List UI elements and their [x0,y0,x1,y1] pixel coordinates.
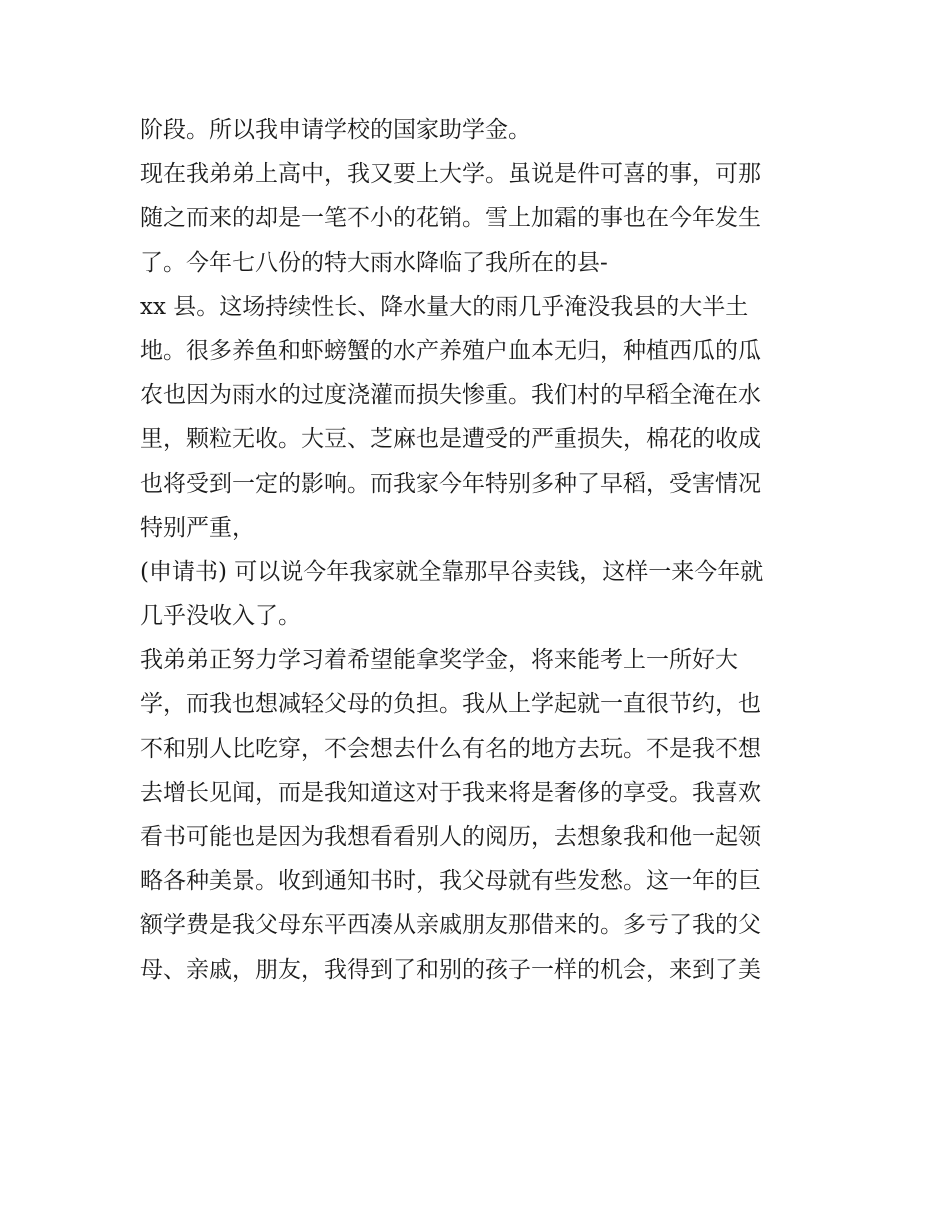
text-line: 特别严重， [140,514,255,541]
text-line: 地。很多养鱼和虾螃蟹的水产养殖户血本无归，种植西瓜的瓜 [140,337,761,364]
text-line: 随之而来的却是一笔不小的花销。雪上加霜的事也在今年发生 [140,205,761,232]
text-line: 学，而我也想减轻父母的负担。我从上学起就一直很节约，也 [140,691,761,718]
text-line: 阶段。所以我申请学校的国家助学金。 [140,117,531,143]
text-line: 不和别人比吃穿，不会想去什么有名的地方去玩。不是我不想 [140,735,761,762]
text-line: 里，颗粒无收。大豆、芝麻也是遭受的严重损失，棉花的收成 [140,426,761,453]
text-line: 额学费是我父母东平西凑从亲戚朋友那借来的。多亏了我的父 [140,912,761,939]
text-line: 现在我弟弟上高中，我又要上大学。虽说是件可喜的事，可那 [140,161,761,188]
text-line: 我弟弟正努力学习着希望能拿奖学金，将来能考上一所好大 [140,647,738,674]
text-line: 了。今年七八份的特大雨水降临了我所在的县- [140,249,608,276]
text-line: 也将受到一定的影响。而我家今年特别多种了早稻，受害情况 [140,470,761,497]
text-line: 农也因为雨水的过度浇灌而损失惨重。我们村的早稻全淹在水 [140,382,761,409]
text-line: xx 县。这场持续性长、降水量大的雨几乎淹没我县的大半土 [140,293,749,320]
text-line: (申请书) 可以说今年我家就全靠那早谷卖钱，这样一来今年就 [140,558,764,585]
text-line: 略各种美景。收到通知书时，我父母就有些发愁。这一年的巨 [140,868,761,895]
text-line: 去增长见闻，而是我知道这对于我来将是奢侈的享受。我喜欢 [140,779,761,806]
text-line: 几乎没收入了。 [140,603,301,630]
text-line: 母、亲戚，朋友，我得到了和别的孩子一样的机会，来到了美 [140,956,761,983]
text-line: 看书可能也是因为我想看看别人的阅历，去想象我和他一起领 [140,824,761,850]
body-text [140,108,820,992]
